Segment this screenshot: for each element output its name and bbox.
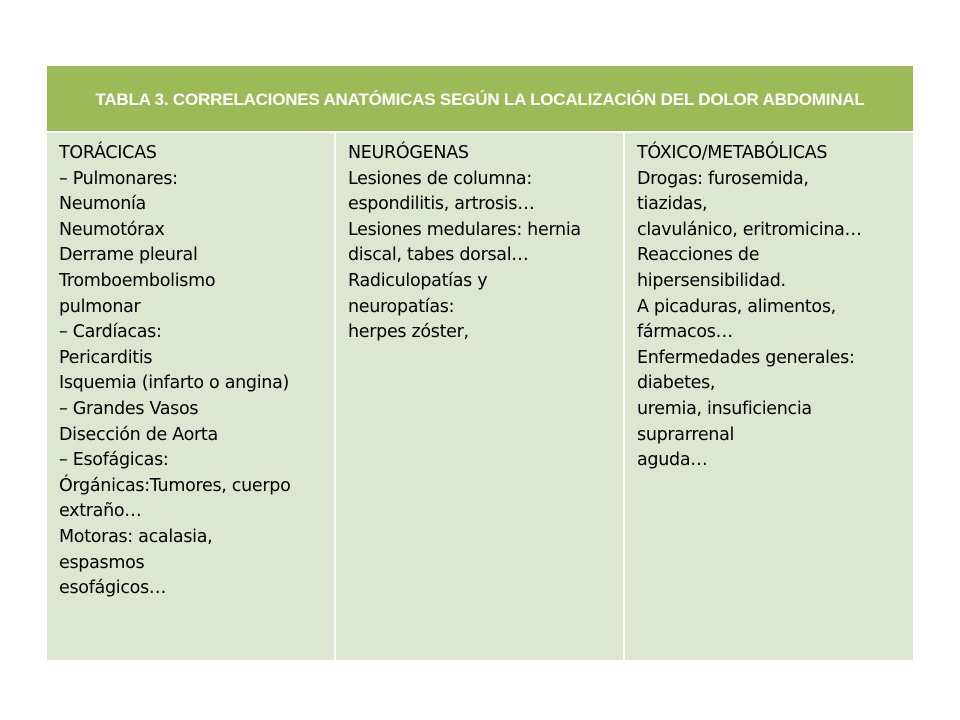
cell-line: NEURÓGENAS [348,143,469,163]
table-title: TABLA 3. CORRELACIONES ANATÓMICAS SEGÚN LA LOCALIZACIÓN DEL DOLOR ABDOMINAL [47,66,913,131]
cell-line: Drogas: furosemida, [637,168,809,189]
cell-line: Tromboembolismo [59,270,216,291]
cell-line: Enfermedades generales: [637,347,855,368]
cell-line: Motoras: acalasia, [59,526,213,547]
cell-line: Lesiones de columna: [348,168,532,189]
column-toracicas [47,133,334,660]
cell-line: Isquemia (infarto o angina) [59,373,290,394]
cell-line: espasmos [59,552,145,573]
cell-line: hipersensibilidad. [637,270,786,291]
column-neurogenas [336,133,623,660]
cell-line: aguda… [637,450,708,471]
cell-line: uremia, insuficiencia [637,398,812,419]
cell-line: Derrame pleural [59,245,198,266]
cell-line: TORÁCICAS [59,143,157,163]
cell-line: Lesiones medulares: hernia [348,219,581,240]
cell-line: A picaduras, alimentos, [637,296,836,317]
cell-line: – Pulmonares: [59,168,178,189]
cell-line: espondilitis, artrosis… [348,194,535,215]
cell-line: Reacciones de [637,245,760,266]
cell-line: discal, tabes dorsal… [348,245,529,266]
cell-line: Disección de Aorta [59,424,218,445]
cell-line: Neumonía [59,194,146,215]
cell-line: esofágicos… [59,578,167,599]
cell-line: herpes zóster, [348,322,469,343]
column-toxico-metabolicas [625,133,913,660]
cell-line: TÓXICO/METABÓLICAS [637,143,828,163]
cell-line: – Esofágicas: [59,450,169,471]
cell-line: Radiculopatías y [348,270,488,291]
cell-line: pulmonar [59,296,141,317]
cell-line: tiazidas, [637,194,708,215]
cell-line: fármacos… [637,322,733,343]
cell-line: Pericarditis [59,347,153,368]
cell-line: – Grandes Vasos [59,398,199,419]
cell-line: diabetes, [637,373,716,394]
correlations-table [47,66,913,660]
cell-line: Neumotórax [59,219,165,240]
cell-line: suprarrenal [637,424,735,445]
cell-line: clavulánico, eritromicina… [637,219,862,240]
cell-line: neuropatías: [348,296,455,317]
cell-line: Órgánicas:Tumores, cuerpo [59,475,291,496]
cell-line: – Cardíacas: [59,322,162,343]
cell-line: extraño… [59,501,142,522]
